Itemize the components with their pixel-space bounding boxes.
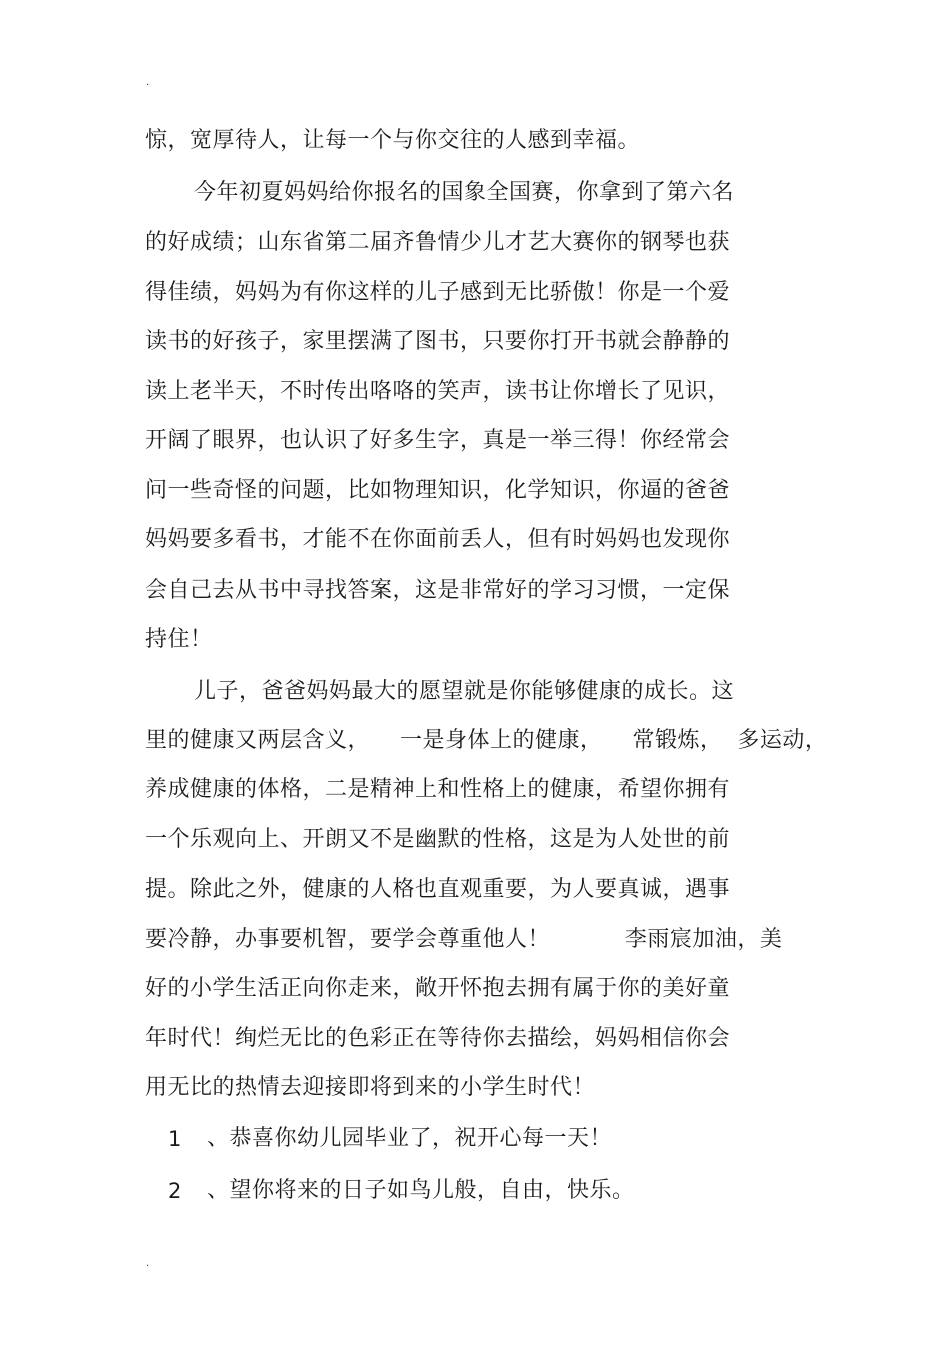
text-line: 妈妈要多看书，才能不在你面前丢人，但有时妈妈也发现你: [145, 527, 731, 552]
text-line: 里的健康又两层含义， 一是身体上的健康， 常锻炼， 多运动，: [145, 728, 828, 753]
text-line: 读书的好孩子，家里摆满了图书，只要你打开书就会静静的: [145, 329, 731, 354]
text-line: 得佳绩，妈妈为有你这样的儿子感到无比骄傲！你是一个爱: [145, 280, 731, 305]
text-line: 问一些奇怪的问题，比如物理知识，化学知识，你逼的爸爸: [145, 478, 731, 503]
paragraph-start: 儿子，爸爸妈妈最大的愿望就是你能够健康的成长。这: [194, 679, 735, 704]
text-line: 开阔了眼界，也认识了好多生字，真是一举三得！你经常会: [145, 428, 731, 453]
text-line: 用无比的热情去迎接即将到来的小学生时代！: [145, 1075, 596, 1100]
list-number: 1: [168, 1127, 182, 1151]
text-line: 养成健康的体格，二是精神上和性格上的健康，希望你拥有: [145, 777, 731, 802]
header-dot: .: [146, 77, 150, 88]
text-line: 持住！: [145, 627, 213, 652]
text-line: 一个乐观向上、开朗又不是幽默的性格，这是为人处世的前: [145, 827, 731, 852]
text-line: 惊，宽厚待人，让每一个与你交往的人感到幸福。: [145, 128, 641, 153]
text-line: 要冷静，办事要机智，要学会尊重他人！ 李雨宸加油，美: [145, 927, 783, 952]
list-number: 2: [168, 1179, 182, 1203]
text-line: 年时代！绚烂无比的色彩正在等待你去描绘，妈妈相信你会: [145, 1026, 731, 1051]
text-line: 的好成绩；山东省第二届齐鲁情少儿才艺大赛你的钢琴也获: [145, 230, 731, 255]
text-line: 会自己去从书中寻找答案，这是非常好的学习习惯，一定保: [145, 578, 731, 603]
text-line: 好的小学生活正向你走来，敞开怀抱去拥有属于你的美好童: [145, 976, 731, 1001]
paragraph-start: 今年初夏妈妈给你报名的国象全国赛，你拿到了第六名: [194, 180, 735, 205]
text-line: 读上老半天，不时传出咯咯的笑声，读书让你增长了见识，: [145, 379, 731, 404]
text-line: 提。除此之外，健康的人格也直观重要，为人要真诚，遇事: [145, 877, 731, 902]
list-text: 、恭喜你幼儿园毕业了，祝开心每一天！: [207, 1126, 613, 1151]
list-text: 、望你将来的日子如鸟儿般，自由，快乐。: [207, 1178, 635, 1203]
footer-dot: .: [146, 1258, 150, 1269]
